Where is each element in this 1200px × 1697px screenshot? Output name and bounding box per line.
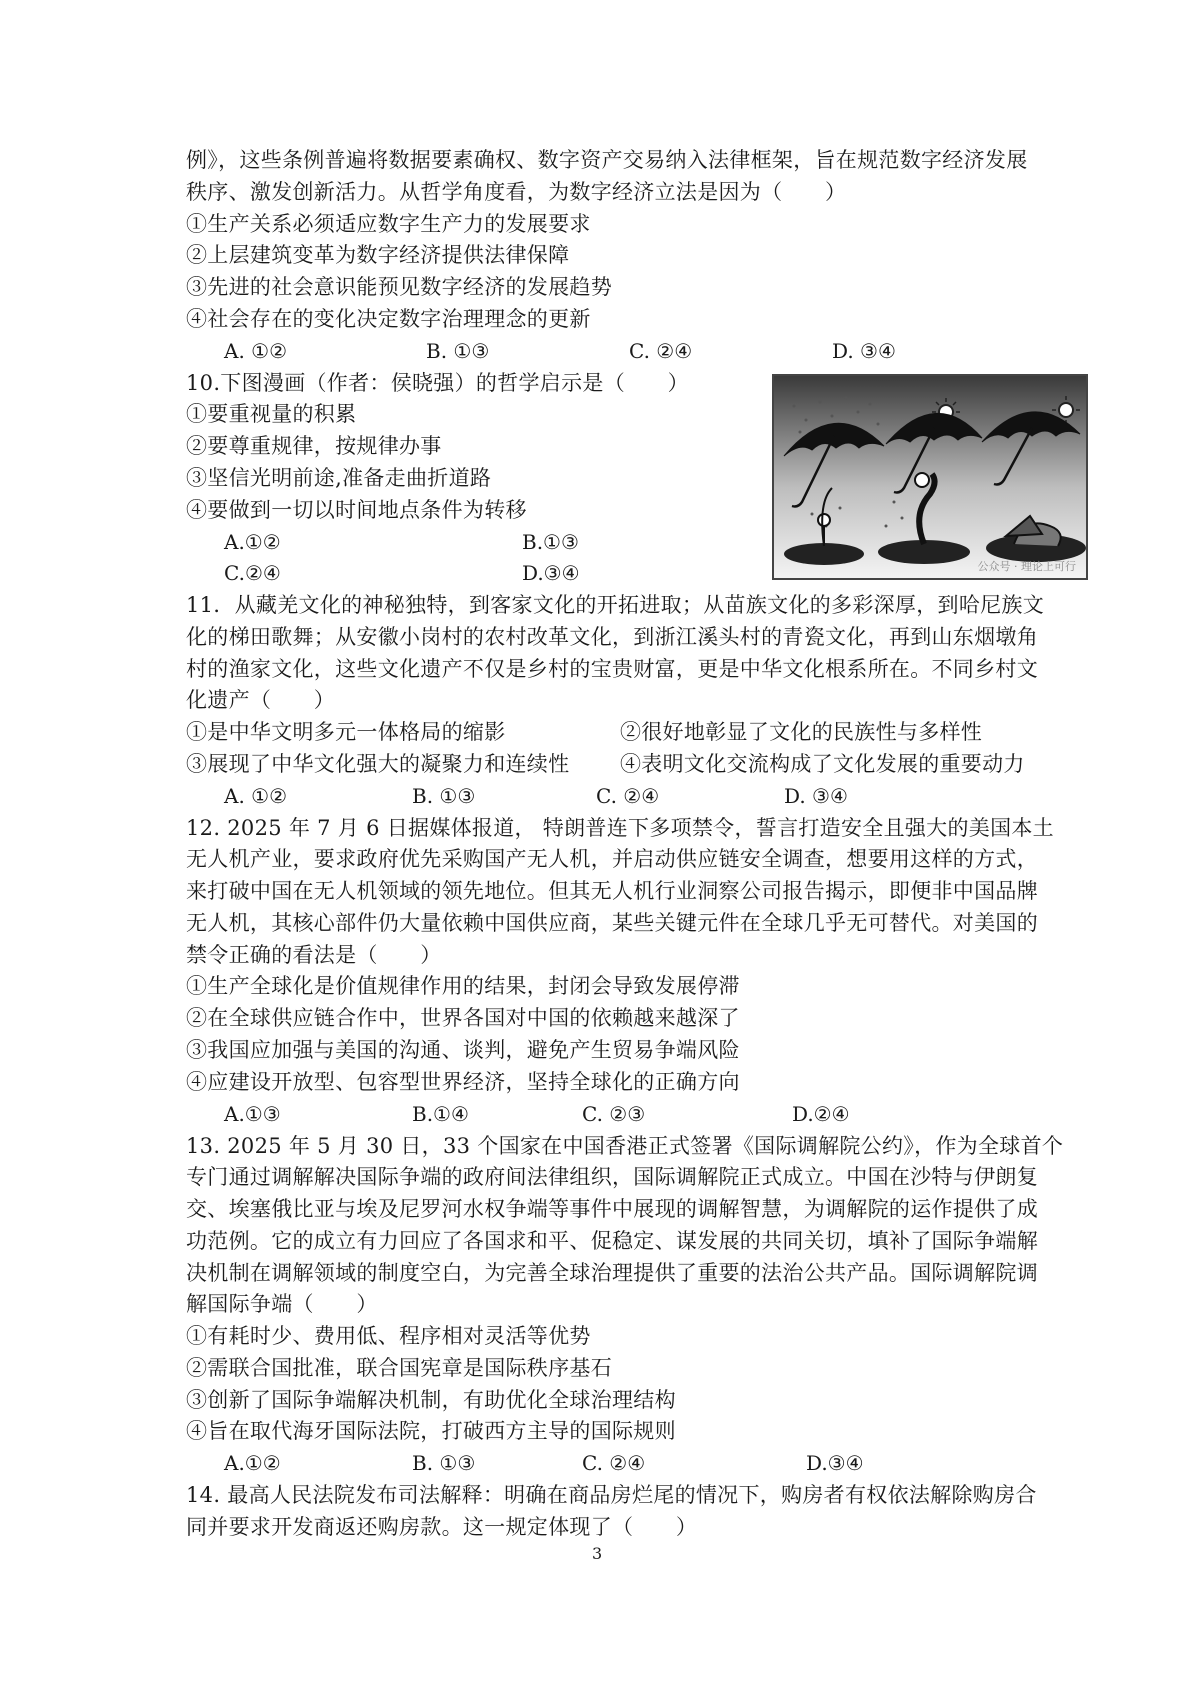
q13-option-b: B. ①③: [412, 1451, 476, 1475]
q12-stem-line-1: 12. 2025 年 7 月 6 日据媒体报道， 特朗普连下多项禁令，誓言打造安全且强大的美国本土: [186, 816, 1054, 840]
q13-stem-line-6: 解国际争端（ ）: [186, 1292, 378, 1316]
q11-item-2: ②很好地彰显了文化的民族性与多样性: [620, 720, 983, 744]
q9-item-4: ④社会存在的变化决定数字治理理念的更新: [186, 307, 591, 331]
q12-stem-line-2: 无人机产业，要求政府优先采购国产无人机，并启动供应链安全调查，想要用这样的方式，: [186, 847, 1038, 871]
q9-stem-line-2: 秩序、激发创新活力。从哲学角度看，为数字经济立法是因为（ ）: [186, 180, 847, 204]
q9-option-c: C. ②④: [629, 339, 693, 363]
q13-option-c: C. ②④: [582, 1451, 646, 1475]
q12-item-2: ②在全球供应链合作中，世界各国对中国的依赖越来越深了: [186, 1006, 740, 1030]
q10-item-2: ②要尊重规律，按规律办事: [186, 434, 442, 458]
q13-stem-line-3: 交、埃塞俄比亚与埃及尼罗河水权争端等事件中展现的调解智慧，为调解院的运作提供了成: [186, 1197, 1038, 1221]
q11-item-1: ①是中华文明多元一体格局的缩影: [186, 720, 506, 744]
q11-stem-line-2: 化的梯田歌舞；从安徽小岗村的农村改革文化，到浙江溪头村的青瓷文化，再到山东烟墩角: [186, 625, 1038, 649]
page-number: 3: [592, 1544, 603, 1563]
q11-stem-line-3: 村的渔家文化，这些文化遗产不仅是乡村的宝贵财富，更是中华文化根系所在。不同乡村文: [186, 657, 1038, 681]
q12-option-b: B.①④: [412, 1102, 469, 1126]
q11-option-b: B. ①③: [412, 784, 476, 808]
q12-stem-line-4: 无人机，其核心部件仍大量依赖中国供应商，某些关键元件在全球几乎无可替代。对美国的: [186, 911, 1038, 935]
q12-item-1: ①生产全球化是价值规律作用的结果，封闭会导致发展停滞: [186, 974, 740, 998]
q13-stem-line-2: 专门通过调解解决国际争端的政府间法律组织，国际调解院正式成立。中国在沙特与伊朗复: [186, 1165, 1038, 1189]
q13-item-3: ③创新了国际争端解决机制，有助优化全球治理结构: [186, 1388, 676, 1412]
q13-item-4: ④旨在取代海牙国际法院，打破西方主导的国际规则: [186, 1419, 676, 1443]
q12-item-4: ④应建设开放型、包容型世界经济，坚持全球化的正确方向: [186, 1070, 740, 1094]
q13-stem-line-5: 决机制在调解领域的制度空白，为完善全球治理提供了重要的法治公共产品。国际调解院调: [186, 1261, 1038, 1285]
q14-stem-line-1: 14. 最高人民法院发布司法解释：明确在商品房烂尾的情况下，购房者有权依法解除购房合: [186, 1483, 1037, 1507]
q13-item-2: ②需联合国批准，联合国宪章是国际秩序基石: [186, 1356, 612, 1380]
q12-option-a: A.①③: [224, 1102, 281, 1126]
q13-option-d: D.③④: [806, 1451, 864, 1475]
q9-option-a: A. ①②: [224, 339, 288, 363]
q10-item-1: ①要重视量的积累: [186, 402, 357, 426]
q14-stem-line-2: 同并要求开发商返还购房款。这一规定体现了（ ）: [186, 1515, 698, 1539]
q11-stem-line-4: 化遗产（ ）: [186, 688, 336, 712]
cartoon-drawing: [774, 376, 1086, 578]
q10-option-b: B.①③: [522, 530, 579, 554]
q10-option-d: D.③④: [522, 561, 580, 585]
q11-stem-line-1: 11．从藏羌文化的神秘独特，到客家文化的开拓进取；从苗族文化的多彩深厚，到哈尼族文: [186, 593, 1045, 617]
q10-option-c: C.②④: [224, 561, 281, 585]
q12-item-3: ③我国应加强与美国的沟通、谈判，避免产生贸易争端风险: [186, 1038, 740, 1062]
q12-option-c: C. ②③: [582, 1102, 646, 1126]
q9-item-3: ③先进的社会意识能预见数字经济的发展趋势: [186, 275, 612, 299]
q13-item-1: ①有耗时少、费用低、程序相对灵活等优势: [186, 1324, 591, 1348]
q11-option-c: C. ②④: [596, 784, 660, 808]
umbrella-cartoon: [772, 374, 1088, 580]
q9-option-b: B. ①③: [426, 339, 490, 363]
q10-item-3: ③坚信光明前途,准备走曲折道路: [186, 466, 492, 490]
q11-item-3: ③展现了中华文化强大的凝聚力和连续性: [186, 752, 570, 776]
q10-stem: 10.下图漫画（作者：侯晓强）的哲学启示是（ ）: [186, 371, 689, 395]
watermark: 公众号 · 理论上可行: [977, 560, 1076, 573]
q9-item-1: ①生产关系必须适应数字生产力的发展要求: [186, 212, 591, 236]
q9-option-d: D. ③④: [832, 339, 896, 363]
q10-item-4: ④要做到一切以时间地点条件为转移: [186, 498, 527, 522]
q12-stem-line-3: 来打破中国在无人机领域的领先地位。但其无人机行业洞察公司报告揭示，即便非中国品牌: [186, 879, 1038, 903]
q9-item-2: ②上层建筑变革为数字经济提供法律保障: [186, 243, 570, 267]
q10-option-a: A.①②: [224, 530, 281, 554]
q11-item-4: ④表明文化交流构成了文化发展的重要动力: [620, 752, 1025, 776]
q12-stem-line-5: 禁令正确的看法是（ ）: [186, 943, 442, 967]
q13-stem-line-4: 功范例。它的成立有力回应了各国求和平、促稳定、谋发展的共同关切，填补了国际争端解: [186, 1229, 1038, 1253]
q11-option-d: D. ③④: [784, 784, 848, 808]
q9-stem-line-1: 例》，这些条例普遍将数据要素确权、数字资产交易纳入法律框架，旨在规范数字经济发展: [186, 148, 1028, 172]
q12-option-d: D.②④: [792, 1102, 850, 1126]
q13-stem-line-1: 13. 2025 年 5 月 30 日，33 个国家在中国香港正式签署《国际调解院公约》，作为全球首个: [186, 1134, 1064, 1158]
q13-option-a: A.①②: [224, 1451, 281, 1475]
q11-option-a: A. ①②: [224, 784, 288, 808]
